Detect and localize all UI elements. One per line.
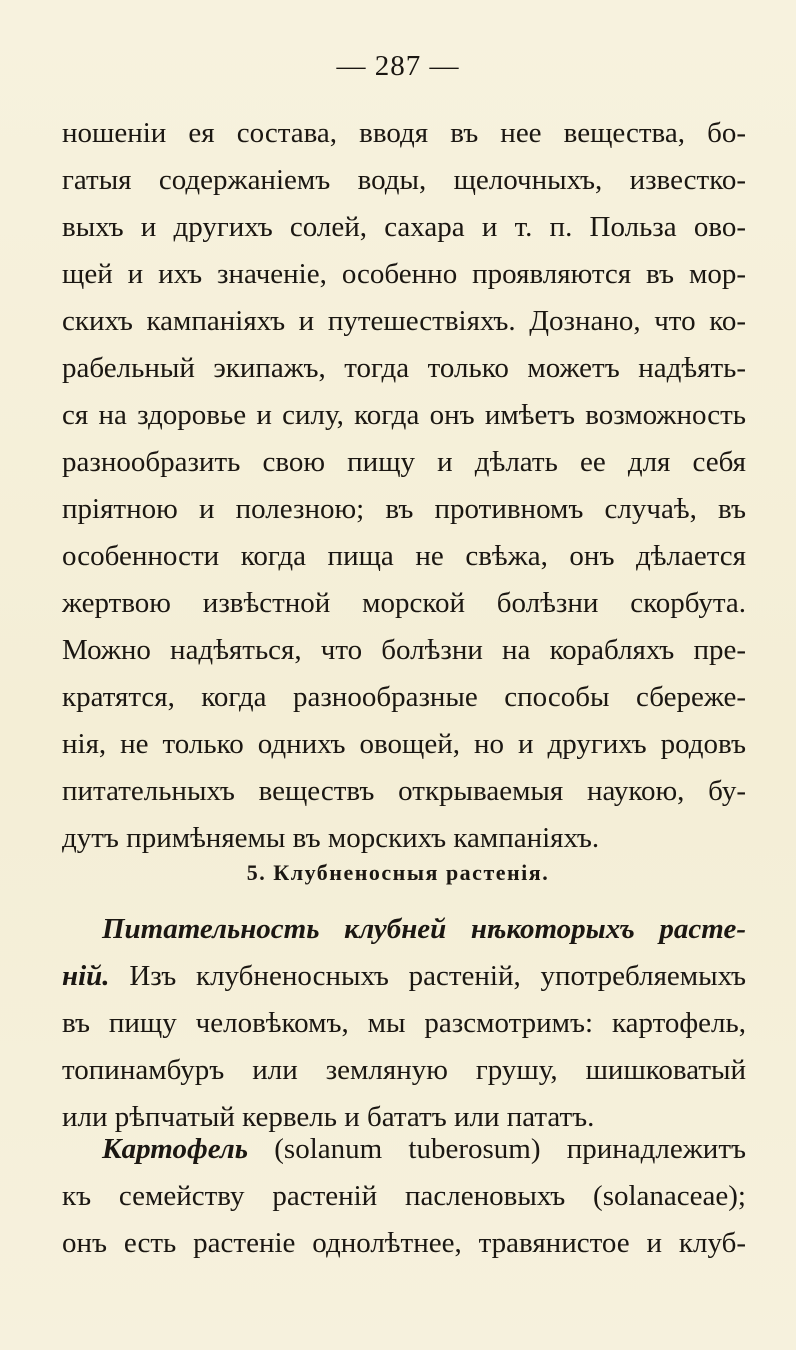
text-line: особенности когда пища не свѣжа, онъ дѣлается: [62, 540, 746, 572]
text-line: скихъ кампанiяхъ и путешествiяхъ. Дознано, что ко-: [62, 305, 746, 337]
line-text: (solanum tuberosum) принадлежитъ: [248, 1133, 746, 1165]
text-line: [62, 953, 746, 1000]
text-line: топинамбуръ или земляную грушу, шишковатый: [62, 1054, 746, 1086]
text-line: ся на здоровье и силу, когда онъ имѣетъ возможность: [62, 399, 746, 431]
text-line: разнообразить свою пищу и дѣлать ее для себя: [62, 446, 746, 478]
text-line: ношенiи ея состава, вводя въ нее вещества, бо-: [62, 117, 746, 149]
text-line: гатыя содержанiемъ воды, щелочныхъ, известко-: [62, 164, 746, 196]
text-line: кратятся, когда разнообразные способы сбереже-: [62, 681, 746, 713]
text-line: онъ есть растенiе однолѣтнее, травянистое и клуб-: [62, 1227, 746, 1259]
text-line: щей и ихъ значенiе, особенно проявляются въ мор-: [62, 258, 746, 290]
text-line: прiятною и полезною; въ противномъ случаѣ, въ: [62, 493, 746, 525]
text-line: Можно надѣяться, что болѣзни на корабляхъ пре-: [62, 634, 746, 666]
italic-lead-continued: нiй.: [62, 960, 110, 992]
section-heading: 5. Клубненосныя растенiя.: [246, 860, 550, 885]
text-line: выхъ и другихъ солей, сахара и т. п. Польза ово-: [62, 211, 746, 243]
italic-lead: Картофель: [102, 1133, 249, 1165]
text-line: къ семейству растенiй пасленовыхъ (solanaceae);: [62, 1180, 746, 1212]
text-line: питательныхъ веществъ открываемыя наукою, бу-: [62, 775, 746, 807]
text-line: дутъ примѣняемы въ морскихъ кампанiяхъ.: [62, 822, 600, 854]
paragraph-potato: [62, 1126, 746, 1267]
text-line: нiя, не только однихъ овощей, но и другихъ родовъ: [62, 728, 746, 760]
paragraph-tuber-nutrition: [62, 906, 746, 1141]
page-number: — 287 —: [336, 50, 460, 82]
text-line: рабельный экипажъ, тогда только можетъ надѣять-: [62, 352, 746, 384]
text-line: [62, 1126, 746, 1173]
line-text: Изъ клубненосныхъ растенiй, употребляемыхъ: [109, 960, 746, 992]
text-line: или рѣпчатый кервель и бататъ или пататъ.: [62, 1101, 595, 1133]
italic-lead: Питательность клубней нѣкоторыхъ расте-: [102, 913, 746, 945]
text-line: [62, 906, 746, 953]
text-line: въ пищу человѣкомъ, мы разсмотримъ: картофель,: [62, 1007, 746, 1039]
paragraph-vegetables: [62, 110, 746, 862]
text-line: жертвою извѣстной морской болѣзни скорбута.: [62, 587, 746, 619]
